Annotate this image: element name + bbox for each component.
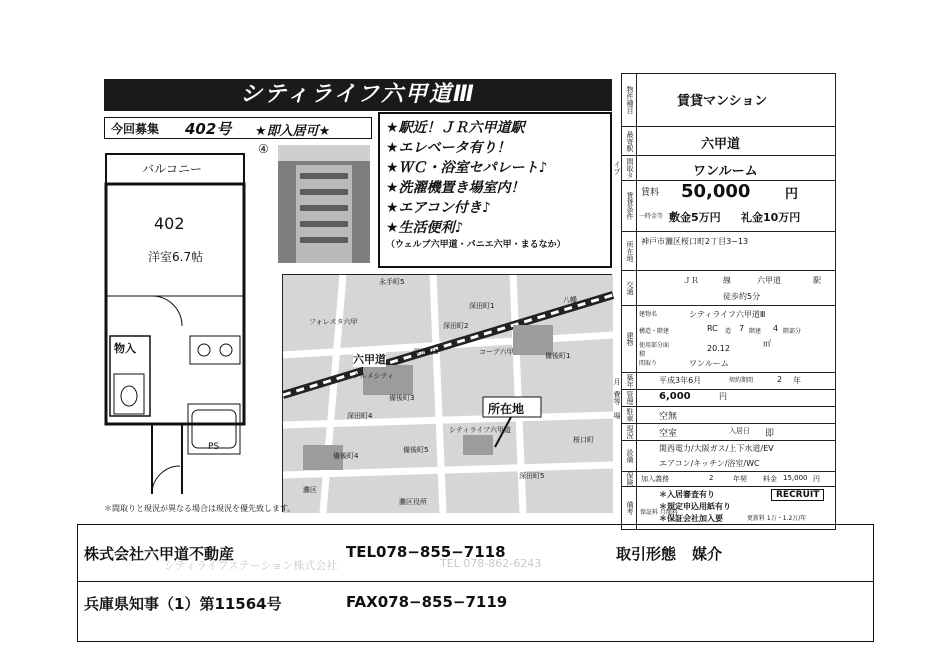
building-name: シティライフ六甲道Ⅲ — [689, 310, 766, 319]
map-label: 八幡 — [563, 296, 577, 304]
layout-label: 間取り — [639, 360, 658, 367]
remark-extra-2: 保証料 月額料 — [640, 509, 678, 516]
map-label: 灘区役所 — [399, 498, 427, 506]
transit-station-suffix: 駅 — [813, 276, 821, 285]
feature-item: ★駅近！ＪＲ六甲道駅 — [386, 120, 525, 136]
layout-type: ワンルーム — [693, 164, 758, 179]
balcony-label: バルコニー — [142, 162, 203, 176]
map-label: 備後町5 — [403, 446, 429, 454]
feature-item: ★エアコン付き♪ — [386, 200, 491, 216]
insurance-label: 加入義務 — [641, 475, 669, 483]
row-address — [622, 232, 835, 271]
row-label: 現況 — [622, 424, 637, 440]
location-map — [282, 274, 612, 512]
contract-unit: 年 — [793, 376, 801, 385]
building-photo — [278, 145, 370, 263]
floors: 7 — [739, 324, 745, 333]
transit-station: 六甲道 — [757, 276, 781, 285]
row-station — [622, 127, 835, 156]
row-type — [622, 74, 835, 127]
ps-label: PS — [208, 442, 220, 452]
transit-line: ＪＲ — [683, 276, 699, 285]
footer-divider — [78, 581, 873, 582]
feature-item: ★ＷＣ・浴室セパレート♪ — [386, 160, 548, 176]
address: 神戸市灘区桜口町2丁目3−13 — [641, 237, 749, 246]
features-box — [378, 112, 612, 268]
ghost-company: シティライフステーション株式会社 — [164, 559, 338, 572]
remark: ＊入居審査有り — [659, 490, 715, 499]
insurance-fee-unit: 円 — [813, 475, 820, 483]
map-label: 備後町4 — [333, 452, 359, 460]
info-table — [613, 73, 836, 530]
rent-value: 50,000 — [681, 181, 751, 202]
map-label: 備後町3 — [389, 394, 415, 402]
row-built — [613, 373, 835, 390]
structure-suffix: 造 — [725, 328, 732, 335]
row-label: 駐車場 — [622, 407, 637, 423]
map-label: 深田町1 — [469, 302, 495, 310]
storage-label: 物入 — [114, 342, 136, 355]
fax: FAX078−855−7119 — [346, 593, 508, 611]
row-transit — [622, 271, 835, 306]
company-name: 株式会社六甲道不動産 — [84, 545, 235, 563]
transit-cell — [637, 271, 835, 305]
feature-item: ★洗濯機置き場室内！ — [386, 180, 525, 196]
map-label: 深田町5 — [519, 472, 545, 480]
map-label: 深田町4 — [347, 412, 373, 420]
ghost-tel: TEL 078-862-6243 — [440, 557, 542, 570]
row-label: 備考 — [622, 487, 637, 529]
transit-line-suffix: 線 — [723, 276, 731, 285]
row-label: 所在地 — [622, 232, 637, 270]
recruit-label: 今回募集 — [111, 122, 160, 136]
floors-suffix: 階建 — [749, 328, 762, 335]
feature-item: ★生活便利♪ — [386, 220, 464, 236]
row-label: 交通 — [622, 271, 637, 305]
parking: 空無 — [659, 412, 678, 422]
phone: TEL078−855−7118 — [346, 543, 506, 561]
map-label: 灘区 — [303, 486, 317, 494]
built-cell — [637, 373, 835, 389]
area: 六甲道 — [701, 137, 741, 152]
movein-label: 入居日 — [729, 427, 750, 435]
map-label: 桜口町 — [573, 436, 594, 444]
floor-area-label: 使用部分面積 — [639, 342, 670, 358]
row-equipment — [622, 441, 835, 472]
recruit-logo: RECRUIT — [771, 489, 824, 501]
mgmt-cell — [637, 390, 835, 406]
features-note: （ウェルブ六甲道・パニエ六甲・まるなか） — [386, 240, 566, 250]
floor: 4 — [773, 324, 779, 333]
map-label: 深田町3 — [413, 348, 439, 356]
row-label: 築年月 — [622, 373, 637, 389]
row-label: 間取タイプ — [622, 156, 637, 180]
status-cell — [637, 424, 835, 440]
status: 空室 — [659, 429, 678, 439]
remark: ＊保証会社加入要 — [659, 514, 723, 523]
row-label: 物件種目 — [622, 74, 637, 126]
floor-area-unit: ㎡ — [763, 339, 771, 348]
map-label: シティライフ六甲道 — [449, 426, 512, 434]
utilities: 関西電力/大阪ガス/上下水道/EV — [659, 444, 774, 453]
badge: ④ — [258, 142, 269, 156]
movein: 即 — [765, 429, 775, 439]
row-label: 建物 — [622, 306, 637, 372]
map-label: コープ六甲 — [479, 348, 514, 356]
mgmt: 6,000 — [659, 391, 691, 402]
transaction-label: 取引形態 — [616, 545, 677, 563]
equipment: エアコン/キッチン/浴室/WC — [659, 459, 760, 468]
row-label: 最寄駅 — [622, 127, 637, 155]
row-parking — [613, 407, 835, 424]
insurance-fee-label: 料金 — [763, 475, 777, 483]
map-label: グルメシティ — [353, 372, 395, 380]
remark: ＊規定申込用紙有り — [659, 502, 731, 511]
building-label: 建物名 — [639, 311, 658, 318]
row-label: 賃貸条件 — [622, 181, 637, 231]
layout: ワンルーム — [689, 359, 729, 368]
feature-item: ★エレベータ有り！ — [386, 140, 511, 156]
key-money: 礼金10万円 — [741, 211, 801, 224]
lump-label: 一時金等 — [639, 213, 664, 220]
rent-unit: 円 — [785, 187, 799, 202]
footer — [77, 524, 874, 642]
equipment-cell — [637, 441, 835, 471]
contract: 2 — [777, 375, 783, 384]
room-number: 402号 — [185, 120, 232, 138]
insurance-cell — [637, 472, 835, 486]
room-no-label: 402 — [154, 214, 185, 233]
row-label: 設備 — [622, 441, 637, 471]
floor-suffix: 階部分 — [783, 328, 802, 335]
insurance-year-unit: 年契 — [733, 475, 747, 483]
contract-label: 契約期間 — [729, 377, 754, 384]
room-type-label: 洋室6.7帖 — [148, 250, 204, 264]
insurance-years: 2 — [709, 474, 714, 482]
building-cell — [637, 306, 835, 372]
row-insurance — [622, 472, 835, 487]
license-number: 兵庫県知事（1）第11564号 — [84, 595, 282, 613]
property-type: 賃貸マンション — [677, 94, 768, 109]
map-label: フォレスタ六甲 — [309, 318, 358, 326]
deposit: 敷金5万円 — [669, 211, 721, 224]
recruit-line — [104, 117, 372, 139]
structure: RC — [707, 324, 718, 333]
insurance-fee: 15,000 — [783, 474, 808, 482]
row-mgmt — [613, 390, 835, 407]
plan-note: ＊間取りと現況が異なる場合は現況を優先致します。 — [104, 504, 296, 513]
terms-cell — [637, 181, 835, 231]
station-label: 六甲道 — [353, 353, 386, 366]
structure-label: 構造・階建 — [639, 328, 670, 335]
floor-area: 20.12 — [707, 344, 730, 353]
walk-time: 徒歩約5分 — [723, 292, 761, 301]
transaction-mode: 媒介 — [692, 545, 723, 563]
map-label: 備後町1 — [545, 352, 571, 360]
row-label: 保険 — [622, 472, 637, 486]
map-label: 永手町5 — [379, 278, 405, 286]
floor-plan — [104, 146, 248, 494]
remark-extra: 更新料 1万・1.2万/年 — [747, 515, 807, 522]
rent-label: 賃料 — [641, 188, 660, 198]
row-layout-type — [613, 156, 835, 181]
built: 平成3年6月 — [659, 376, 702, 385]
row-status — [622, 424, 835, 441]
mgmt-unit: 円 — [719, 392, 727, 401]
row-building — [622, 306, 835, 373]
row-label: 管理費等 — [622, 390, 637, 406]
map-label: 深田町2 — [443, 322, 469, 330]
building-title: シティライフ六甲道Ⅲ — [104, 79, 612, 111]
here-label: 所在地 — [488, 402, 525, 416]
row-terms — [622, 181, 835, 232]
availability: ★即入居可★ — [255, 124, 331, 139]
